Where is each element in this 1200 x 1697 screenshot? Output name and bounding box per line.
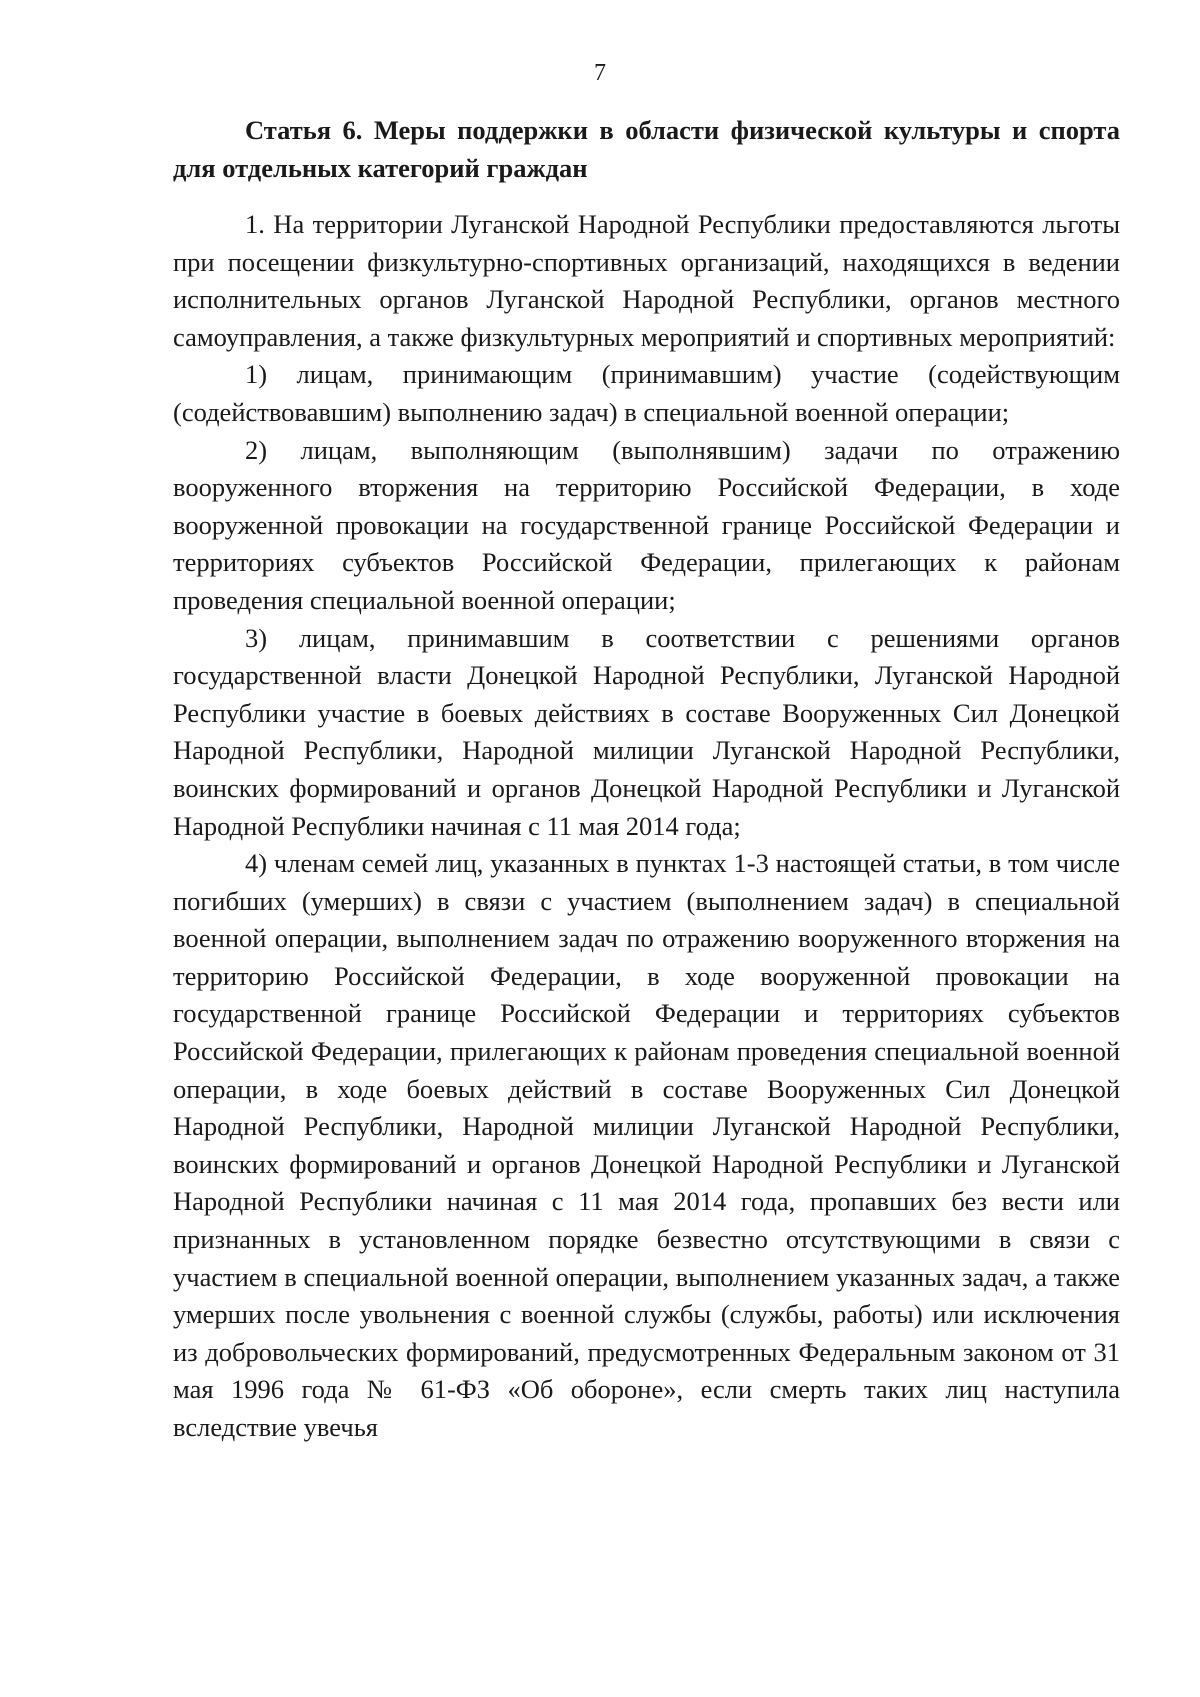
article-title: Статья 6. Меры поддержки в области физической культуры и спорта для отдельных категорий граждан <box>173 115 1120 183</box>
page-number: 7 <box>594 60 606 86</box>
list-item-3: 3) лицам, принимавшим в соответствии с решениями органов государственной власти Донецкой Народной Республики, Луганской Народной Республики участие в боевых действиях в составе Вооруженных Сил Донецкой Народной Республики, Народной милиции Луганской Народной Республики, воинских формирований и органов Донецкой Народной Республики и Луганской Народной Республики начиная с 11 мая 2014 года; <box>173 622 1120 841</box>
list-item-1: 1) лицам, принимающим (принимавшим) участие (содействующим (содействовавшим) выполнению задач) в специальной военной операции; <box>173 359 1120 427</box>
list-item-2: 2) лицам, выполняющим (выполнявшим) задачи по отражению вооруженного вторжения на территорию Российской Федерации, в ходе вооруженной провокации на государственной границе Российской Федерации и территориях субъектов Российской Федерации, прилегающих к районам проведения специальной военной операции; <box>173 434 1120 615</box>
list-item-4: 4) членам семей лиц, указанных в пунктах 1-3 настоящей статьи, в том числе погибших (умерших) в связи с участием (выполнением задач) в специальной военной операции, выполнением задач по отражению вооруженного вторжения на территорию Российской Федерации, в ходе вооруженной провокации на государственной границе Российской Федерации и территориях субъектов Российской Федерации, прилегающих к районам проведения специальной военной операции, в ходе боевых действий в составе Вооруженных Сил Донецкой Народной Республики, Народной милиции Луганской Народной Республики, воинских формирований и органов Донецкой Народной Республики и Луганской Народной Республики начиная с 11 мая 2014 года, пропавших без вести или признанных в установленном порядке безвестно отсутствующими в связи с участием в специальной военной операции, выполнением указанных задач, а также умерших после увольнения с военной службы (службы, работы) или исключения из добровольческих формирований, предусмотренных Федеральным законом от 31 мая 1996 года № 61-ФЗ «Об обороне», если смерть таких лиц наступила вследствие увечья <box>173 848 1120 1442</box>
paragraph-intro: 1. На территории Луганской Народной Республики предоставляются льготы при посещении физкультурно-спортивных организаций, находящихся в ведении исполнительных органов Луганской Народной Республики, органов местного самоуправления, а также физкультурных мероприятий и спортивных мероприятий: <box>173 209 1120 352</box>
document-body <box>173 112 1120 1447</box>
